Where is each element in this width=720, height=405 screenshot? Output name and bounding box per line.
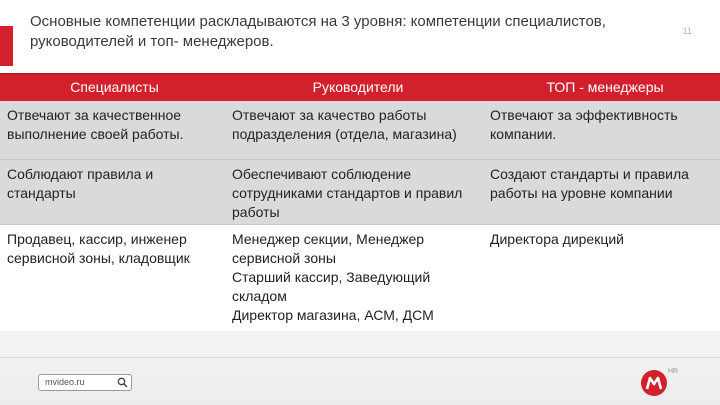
competence-table xyxy=(0,73,720,331)
table-cell: Соблюдают правила и стандарты xyxy=(7,166,154,201)
search-text: mvideo.ru xyxy=(45,377,85,387)
table-cell: Отвечают за качество работы подразделения (отдела, магазина) xyxy=(232,107,457,142)
table-row xyxy=(0,159,720,224)
table-cell: Обеспечивают соблюдение сотрудниками стандартов и правил работы xyxy=(232,166,463,220)
header-specialists: Специалисты xyxy=(70,79,159,95)
table-row xyxy=(0,101,720,159)
page-number: 11 xyxy=(682,26,692,36)
header-top-managers: ТОП - менеджеры xyxy=(546,79,664,95)
search-icon xyxy=(117,377,128,388)
table-cell: Создают стандарты и правила работы на уровне компании xyxy=(490,166,689,201)
logo-caption: HR xyxy=(668,368,679,375)
accent-bar xyxy=(0,26,13,66)
search-input[interactable] xyxy=(38,374,132,391)
table-row xyxy=(0,224,720,331)
mvideo-logo-icon xyxy=(641,370,667,396)
slide-title: Основные компетенции раскладываются на 3 уровня: компетенции специалистов, руководителей и топ- менеджеров. xyxy=(30,13,606,50)
table-cell: Директора дирекций xyxy=(490,231,625,247)
footer-divider xyxy=(0,357,720,358)
table-cell: Отвечают за качественное выполнение своей работы. xyxy=(7,107,184,142)
table-cell: Продавец, кассир, инженер сервисной зоны, кладовщик xyxy=(7,231,190,266)
table-cell: Отвечают за эффективность компании. xyxy=(490,107,678,142)
table-header-row xyxy=(0,73,720,101)
table-cell: Менеджер секции, Менеджер сервисной зоны Старший кассир, Заведующий складом Директор магазина, АСМ, ДСМ xyxy=(232,231,434,323)
header-managers: Руководители xyxy=(312,79,404,95)
